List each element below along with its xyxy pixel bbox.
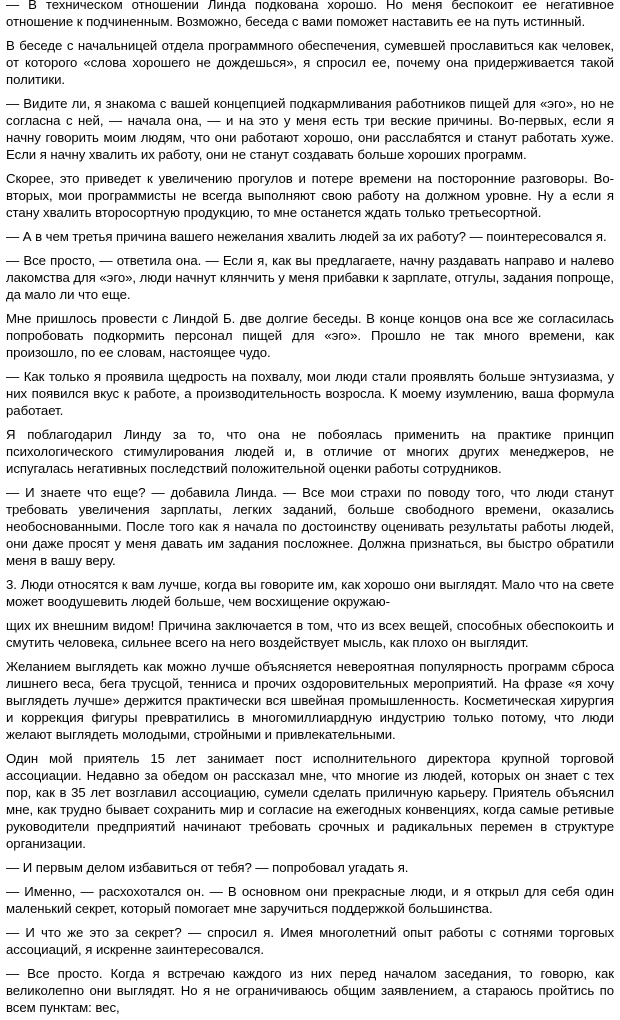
paragraph: — Видите ли, я знакома с вашей концепцией подкармливания работников пищей для «эго», но не согласна с ней, — начала она, — и на это у меня есть три веские причины. Во-первых, если я начну говорить моим людям, что они работают хорошо, они расслабятся и станут работать хуже. Если я начну хвалить их работу, они не станут создавать больше хороших программ.: [6, 96, 614, 162]
paragraph: Мне пришлось провести с Линдой Б. две долгие беседы. В конце концов она все же согласилась попробовать подкормить персонал пищей для «эго». Прошло не так много времени, как произошло, по ее словам, настоящее чудо.: [6, 311, 614, 360]
paragraph: — И первым делом избавиться от тебя? — попробовал угадать я.: [6, 860, 409, 875]
paragraph: 3. Люди относятся к вам лучше, когда вы говорите им, как хорошо они выглядят. Мало что на свете может воодушевить людей больше, чем восхищение окружаю-: [6, 577, 614, 609]
paragraph: — Именно, — расхохотался он. — В основном они прекрасные люди, и я открыл для себя один маленький секрет, который помогает мне заручиться поддержкой большинства.: [6, 884, 614, 916]
paragraph: — Все просто. Когда я встречаю каждого из них перед началом заседания, то говорю, как великолепно они выглядят. Но я не ограничиваюсь общим заявлением, а стараюсь пройтись по всем пунктам: вес,: [6, 966, 614, 1015]
paragraph: Один мой приятель 15 лет занимает пост исполнительного директора крупной торговой ассоциации. Недавно за обедом он рассказал мне, что многие из людей, которых он знает с тех пор, как в 35 лет возглавил ассоциацию, сумели сделать приличную карьеру. Приятель объяснил мне, как трудно бывает сохранить мир и согласие на ежегодных конвенциях, когда самые ретивые руководители предприятий начинают требовать срочных и радикальных перемен в структуре организации.: [6, 751, 614, 851]
paragraph: щих их внешним видом! Причина заключается в том, что из всех вещей, способных обеспокоить и смутить человека, сильнее всего на него воздействует мысль, как плохо он выглядит.: [6, 618, 614, 650]
paragraph: — Все просто, — ответила она. — Если я, как вы предлагаете, начну раздавать направо и налево лакомства для «эго», люди начнут клянчить у меня прибавки к зарплате, отгулы, задания попроще, да мало ли что еще.: [6, 253, 614, 302]
paragraph: — В техническом отношении Линда подкована хорошо. Но меня беспокоит ее негативное отношение к подчиненным. Возможно, беседа с вами поможет наставить ее на путь истинный.: [6, 0, 614, 29]
paragraph: — И знаете что еще? — добавила Линда. — Все мои страхи по поводу того, что люди станут требовать увеличения зарплаты, легких заданий, больше свободного времени, оказались необоснованными. После того как я начала по достоинству оценивать результаты работы людей, они даже просят у меня давать им задания посложнее. Должна признаться, вы быстро обратили меня в вашу веру.: [6, 485, 614, 568]
paragraph: — Как только я проявила щедрость на похвалу, мои люди стали проявлять больше энтузиазма, у них появился вкус к работе, а производительность возросла. К моему изумлению, ваша формула работает.: [6, 369, 614, 418]
paragraph: Скорее, это приведет к увеличению прогулов и потере времени на посторонние разговоры. Во-вторых, мои программисты не всегда выполняют свою работу на должном уровне. Ну а если я стану хвалить второсортную продукцию, то мне останется ждать только третьесортной.: [6, 171, 614, 220]
paragraph: Желанием выглядеть как можно лучше объясняется невероятная популярность программ сброса лишнего веса, бега трусцой, тенниса и прочих оздоровительных мероприятий. На фразе «я хочу выглядеть лучше» держится практически вся швейная промышленность. Косметическая хирургия и коррекция фигуры превратились в многомиллиардную индустрию только потому, что люди желают выглядеть молодыми, стройными и привлекательными.: [6, 659, 614, 742]
paragraph: — А в чем третья причина вашего нежелания хвалить людей за их работу? — поинтересовался я.: [6, 229, 607, 244]
paragraph: — И что же это за секрет? — спросил я. Имея многолетний опыт работы с сотнями торговых ассоциаций, я искренне заинтересовался.: [6, 925, 614, 957]
paragraph: В беседе с начальницей отдела программного обеспечения, сумевшей прославиться как человек, от которого «слова хорошего не дождешься», я спросил ее, почему она придерживается такой политики.: [6, 38, 614, 87]
paragraph: Я поблагодарил Линду за то, что она не побоялась применить на практике принцип психологического стимулирования людей и, в отличие от многих других менеджеров, не испугалась негативных последствий положительной оценки работы сотрудников.: [6, 427, 614, 476]
